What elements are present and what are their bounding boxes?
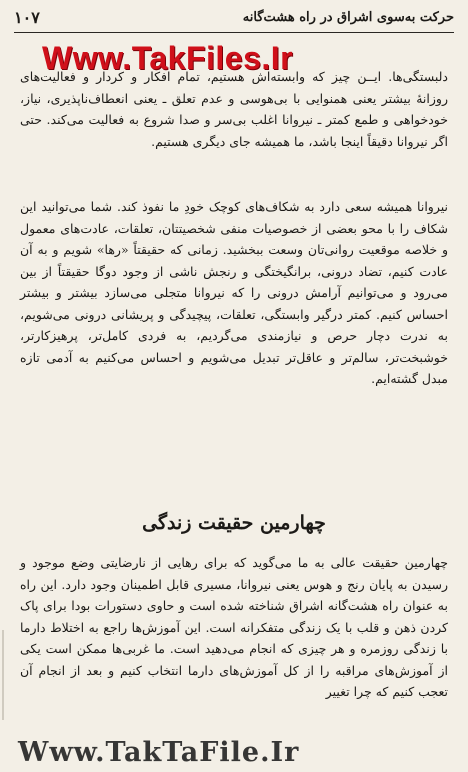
watermark-bottom: Www.TakTaFile.Ir [18, 737, 300, 768]
paragraph-2-text: نیروانا همیشه سعی دارد به شکاف‌های کوچک خودِ ما نفوذ کند. شما می‌توانید این شکاف را با محو بعضی از خصوصیات منفی شخصیتتان، تعلقات، عادت‌های معمول و خلاصه موقعیت روانی‌تان وسعت ببخشید. زمانی که حقیقتاً «رها» شویم و به آن عادت کنیم، تضاد درونی، برانگیختگی و رنجش ناشی از وجود دوگا حقیقتاً از بین می‌رود و می‌توانیم آرامش درونی را که نیروانا متجلی می‌سازد بیشتر و بیشتر احساس کنیم. کمتر درگیر وابستگی، تعلقات، پیچیدگی و پریشانی درونی می‌شویم، به ندرت دچار حرص و نیازمندی می‌گردیم، به فردی کامل‌تر، پرهیزکارتر، خوشبخت‌تر، سالم‌تر و عاقل‌تر تبدیل می‌شویم و احساس می‌کنیم به آدمی تازه مبدل گشته‌ایم. [20, 199, 448, 386]
section-heading: چهارمین حقیقت زندگی [142, 512, 326, 534]
paragraph-3-text: چهارمین حقیقت عالی به ما می‌گوید که برای رهایی از نارضایتی وضع موجود و رسیدن به پایان رنج و هوس یعنی نیروانا، مسیری قابل اطمینان وجود دارد. این راه به عنوان راه هشت‌گانه اشراق شناخته شده است و حاوی دستورات بودا برای پاک کردن ذهن و قلب با یک زندگی متفکرانه است. این آموزش‌ها راجع به اختلاط دارما با زندگی روزمره و هر چیزی که انجام می‌دهید است. ما غربی‌ها ممکن است یکی از آموزش‌های مراقبه را از کل آموزش‌های دارما انتخاب کنیم و بعد از انجام آن تعجب کنیم که چرا تغییر [20, 555, 448, 699]
watermark-top: Www.TakFiles.Ir [42, 40, 294, 76]
paragraph-1 [20, 66, 448, 194]
paragraph-1-text: دلبستگی‌ها. ایــن چیز که وابسته‌اش هستیم، تمام افکار و کردار و فعالیت‌های روزانهٔ بیشتر یعنی همنوایی با بی‌هوسی و عدم تعلق ـ یعنی انعطاف‌ناپذیری، نیاز، خودخواهی و طمع کمتر ـ نیروانا اغلب بی‌سر و صدا شروع به فعالیت می‌کند. حتی اگر نیروانا دقیقاً اینجا باشد، ما همیشه جای دیگری هستیم. [20, 69, 448, 149]
running-title: حرکت به‌سوی اشراق در راه هشت‌گانه [242, 10, 454, 25]
paragraph-2 [20, 196, 448, 492]
page-header [14, 8, 454, 33]
page-number: ۱۰۷ [14, 8, 40, 27]
margin-scan-mark [2, 630, 18, 720]
paragraph-3 [20, 552, 448, 742]
